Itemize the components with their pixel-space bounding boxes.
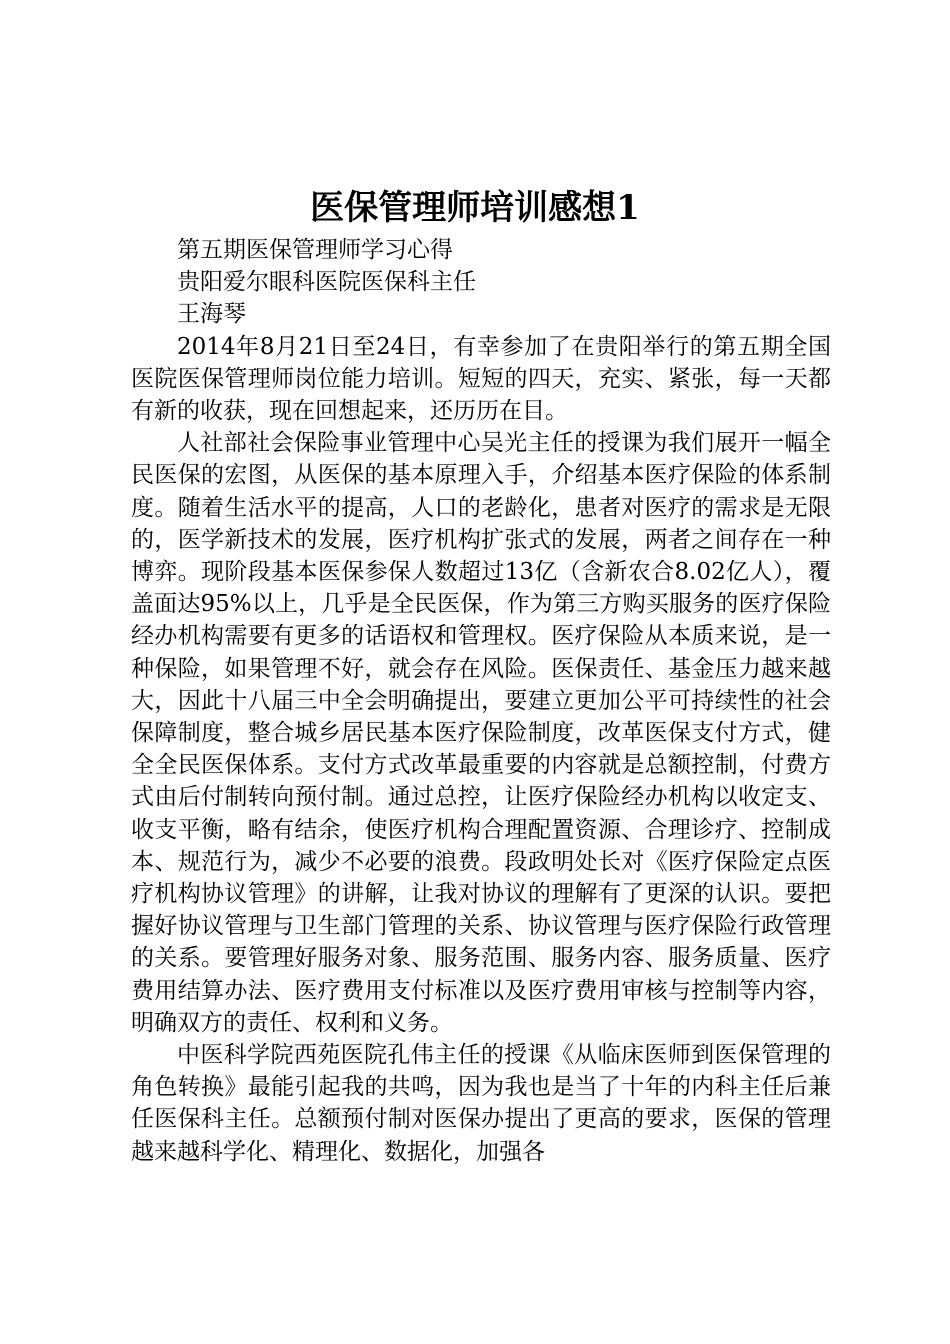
paragraph: 第五期医保管理师学习心得 [177, 237, 453, 263]
document-body [131, 234, 831, 1168]
paragraph: 中医科学院西苑医院孔伟主任的授课《从临床医师到医保管理的角色转换》最能引起我的共鸣，因为我也是当了十年的内科主任后兼任医保科主任。总额预付制对医保办提出了更高的要求，医保的管理越来越科学化、精理化、数据化，加强各 [131, 1042, 831, 1165]
paragraph: 王海琴 [177, 301, 246, 328]
paragraph: 2014年8月21日至24日，有幸参加了在贵阳举行的第五期全国医院医保管理师岗位能力培训。短短的四天，充实、紧张，每一天都有新的收获，现在回想起来，还历历在目。 [131, 333, 831, 425]
paragraph: 贵阳爱尔眼科医院医保科主任 [177, 269, 476, 296]
paragraph: 人社部社会保险事业管理中心吴光主任的授课为我们展开一幅全民医保的宏图，从医保的基本原理入手，介绍基本医疗保险的体系制度。随着生活水平的提高，人口的老龄化，患者对医疗的需求是无限的，医学新技术的发展，医疗机构扩张式的发展，两者之间存在一种博弈。现阶段基本医保参保人数超过13亿（含新农合8.02亿人），覆盖面达95%以上，几乎是全民医保，作为第三方购买服务的医疗保险经办机构需要有更多的话语权和管理权。医疗保险从本质来说，是一种保险，如果管理不好，就会存在风险。医保责任、基金压力越来越大，因此十八届三中全会明确提出，要建立更加公平可持续性的社会保障制度，整合城乡居民基本医疗保险制度，改革医保支付方式，健全全民医保体系。支付方式改革最重要的内容就是总额控制，付费方式由后付制转向预付制。通过总控，让医疗保险经办机构以收定支、收支平衡，略有结余，使医疗机构合理配置资源、合理诊疗、控制成本、规范行为，减少不必要的浪费。段政明处长对《医疗保险定点医疗机构协议管理》的讲解，让我对协议的理解有了更深的认识。要把握好协议管理与卫生部门管理的关系、协议管理与医疗保险行政管理的关系。要管理好服务对象、服务范围、服务内容、服务质量、医疗费用结算办法、医疗费用支付标准以及医疗费用审核与控制等内容，明确双方的责任、权利和义务。 [131, 430, 831, 1036]
document-title: 医保管理师培训感想1 [310, 188, 640, 228]
